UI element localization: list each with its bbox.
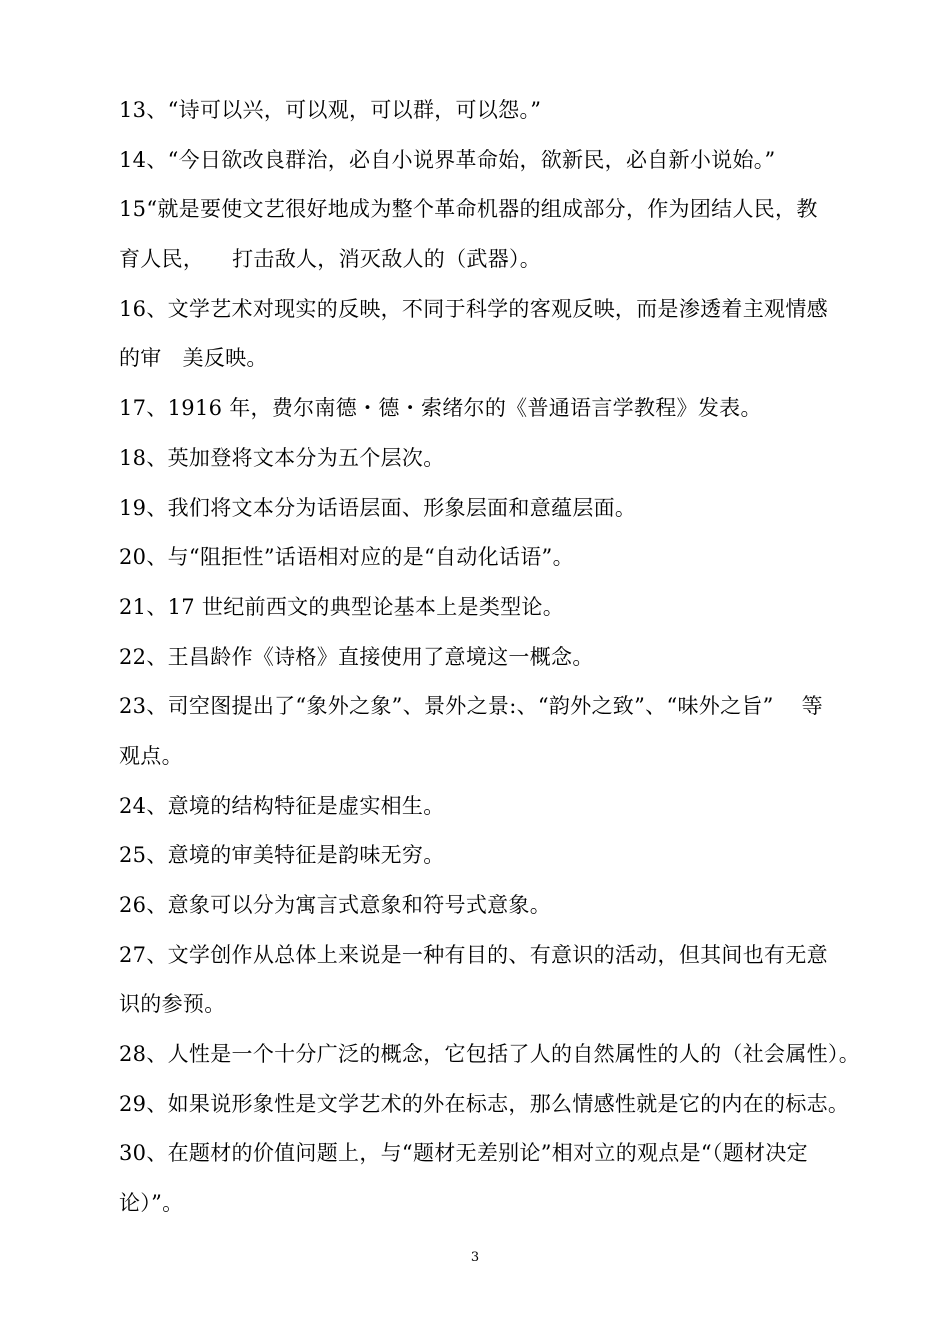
page-number: 3 bbox=[470, 1250, 480, 1265]
text-line: 19、我们将文本分为话语层面、形象层面和意蕴层面。 bbox=[119, 495, 637, 520]
text-line: 30、在题材的价值问题上，与“题材无差别论”相对立的观点是“（题材决定 bbox=[119, 1141, 808, 1166]
text-line: 15“就是要使文艺很好地成为整个革命机器的组成部分，作为团结人民，教 bbox=[119, 197, 818, 222]
text-line: 观点。 bbox=[119, 743, 183, 768]
text-line: 13、“诗可以兴，可以观，可以群，可以怨。” bbox=[119, 98, 542, 122]
text-line: 育人民， 打击敌人，消灭敌人的（武器）。 bbox=[119, 247, 542, 272]
text-line: 18、英加登将文本分为五个层次。 bbox=[119, 445, 445, 470]
text-line: 21、17 世纪前西文的典型论基本上是类型论。 bbox=[119, 594, 565, 619]
text-line: 17、1916 年，费尔南德・德・索绪尔的《普通语言学教程》发表。 bbox=[119, 396, 762, 421]
text-line: 28、人性是一个十分广泛的概念，它包括了人的自然属性的人的（社会属性）。 bbox=[119, 1042, 861, 1067]
text-line: 24、意境的结构特征是虚实相生。 bbox=[119, 793, 445, 818]
text-line: 22、王昌龄作《诗格》直接使用了意境这一概念。 bbox=[119, 644, 594, 669]
text-line: 29、如果说形象性是文学艺术的外在标志，那么情感性就是它的内在的标志。 bbox=[119, 1091, 850, 1116]
text-line: 27、文学创作从总体上来说是一种有目的、有意识的活动，但其间也有无意 bbox=[119, 942, 828, 967]
text-line: 20、与“阻拒性”话语相对应的是“自动化话语”。 bbox=[119, 545, 574, 570]
text-line: 26、意象可以分为寓言式意象和符号式意象。 bbox=[119, 893, 552, 917]
document-body bbox=[119, 86, 861, 1229]
text-line: 16、文学艺术对现实的反映，不同于科学的客观反映，而是渗透着主观情感 bbox=[119, 296, 828, 321]
text-line: 论）”。 bbox=[119, 1191, 184, 1216]
text-line: 23、司空图提出了“象外之象”、景外之景:、“韵外之致”、“味外之旨” 等 bbox=[119, 694, 823, 719]
text-line: 14、“今日欲改良群治，必自小说界革命始，欲新民，必自新小说始。” bbox=[119, 147, 776, 172]
text-line: 25、意境的审美特征是韵味无穷。 bbox=[119, 843, 445, 868]
text-line: 识的参预。 bbox=[119, 992, 226, 1017]
text-line: 的审 美反映。 bbox=[119, 346, 268, 371]
